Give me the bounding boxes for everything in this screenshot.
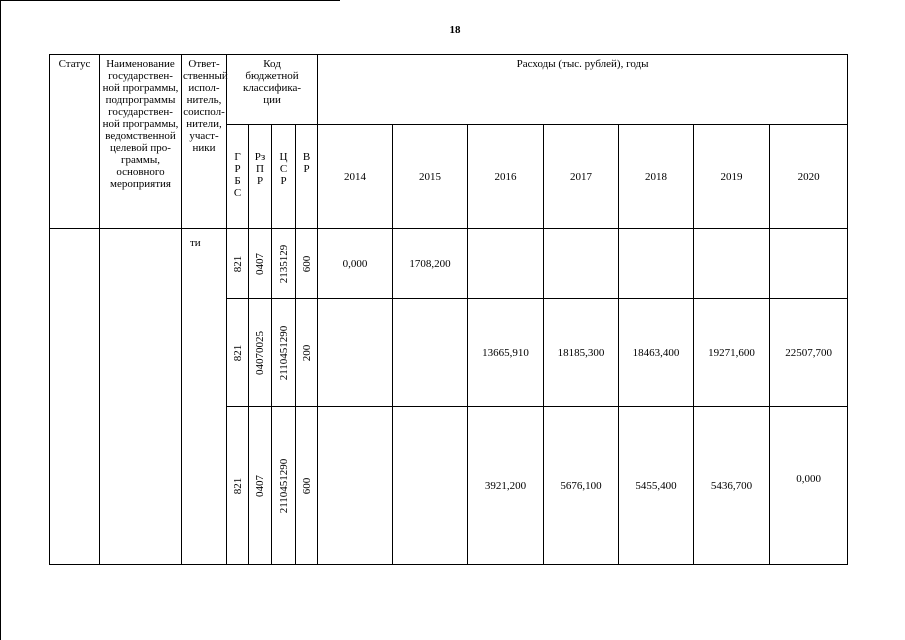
grbs-value: 821 xyxy=(231,477,244,494)
amount-cell xyxy=(318,299,393,407)
header-year: 2020 xyxy=(770,125,848,229)
amount-cell xyxy=(393,299,468,407)
rzpr-cell xyxy=(249,299,272,407)
amount-cell xyxy=(544,229,619,299)
grbs-value: 821 xyxy=(231,344,244,361)
amount-cell xyxy=(770,229,848,299)
header-expenses: Расходы (тыс. рублей), годы xyxy=(318,55,848,125)
csr-cell xyxy=(272,299,296,407)
header-year: 2017 xyxy=(544,125,619,229)
grbs-cell xyxy=(227,299,249,407)
amount-cell: 5676,100 xyxy=(544,407,619,565)
amount-cell: 22507,700 xyxy=(770,299,848,407)
header-vr-text: ВР xyxy=(302,151,311,175)
rzpr-value: 0407 xyxy=(254,474,266,497)
amount-cell xyxy=(318,407,393,565)
amount-cell: 19271,600 xyxy=(694,299,770,407)
amount-cell xyxy=(468,229,544,299)
header-year: 2016 xyxy=(468,125,544,229)
status-cell xyxy=(50,229,100,565)
page-number: 18 xyxy=(449,24,461,36)
amount-cell: 18185,300 xyxy=(544,299,619,407)
csr-value: 2135129 xyxy=(277,244,290,283)
name-cell xyxy=(100,229,182,565)
csr-value: 2110451290 xyxy=(277,325,290,380)
amount-cell: 18463,400 xyxy=(619,299,694,407)
vr-cell xyxy=(296,407,318,565)
amount-cell: 1708,200 xyxy=(393,229,468,299)
header-year: 2015 xyxy=(393,125,468,229)
header-status: Статус xyxy=(50,55,100,229)
header-budget-code: Код бюджетной классифика-ции xyxy=(227,55,318,125)
header-year: 2019 xyxy=(694,125,770,229)
budget-table xyxy=(49,54,848,565)
vr-value: 600 xyxy=(300,477,313,494)
header-rzpr xyxy=(249,125,272,229)
header-grbs xyxy=(227,125,249,229)
amount-cell xyxy=(393,407,468,565)
responsible-cell: ти xyxy=(182,229,227,565)
table-row xyxy=(50,229,848,299)
scan-edge-left xyxy=(0,0,1,640)
header-rzpr-text: Рз ПР xyxy=(254,151,266,187)
header-responsible: Ответ-ственный испол-нитель, соиспол-нители, участ-ники xyxy=(182,55,227,229)
rzpr-cell xyxy=(249,229,272,299)
header-year: 2014 xyxy=(318,125,393,229)
header-name: Наименование государствен-ной программы, подпрограммы государствен-ной программы, ведомственной целевой про-граммы, основного мероприятия xyxy=(100,55,182,229)
amount-cell: 13665,910 xyxy=(468,299,544,407)
csr-value: 2110451290 xyxy=(277,458,290,513)
vr-value: 600 xyxy=(300,255,313,272)
vr-value: 200 xyxy=(300,344,313,361)
rzpr-cell xyxy=(249,407,272,565)
header-vr xyxy=(296,125,318,229)
csr-cell xyxy=(272,229,296,299)
grbs-value: 821 xyxy=(231,255,244,272)
vr-cell xyxy=(296,299,318,407)
grbs-cell xyxy=(227,407,249,565)
header-csr xyxy=(272,125,296,229)
amount-cell xyxy=(694,229,770,299)
amount-cell: 0,000 xyxy=(770,407,848,565)
grbs-cell xyxy=(227,229,249,299)
header-csr-text: ЦСР xyxy=(279,151,288,187)
rzpr-value: 0407 xyxy=(254,252,266,275)
amount-cell xyxy=(619,229,694,299)
rzpr-value: 04070025 xyxy=(254,330,266,375)
header-year: 2018 xyxy=(619,125,694,229)
amount-cell: 5436,700 xyxy=(694,407,770,565)
amount-cell: 0,000 xyxy=(318,229,393,299)
vr-cell xyxy=(296,229,318,299)
amount-cell: 3921,200 xyxy=(468,407,544,565)
header-row-1 xyxy=(50,55,848,125)
header-grbs-text: ГРБС xyxy=(233,151,242,199)
scan-edge-top xyxy=(0,0,340,1)
amount-cell: 5455,400 xyxy=(619,407,694,565)
csr-cell xyxy=(272,407,296,565)
